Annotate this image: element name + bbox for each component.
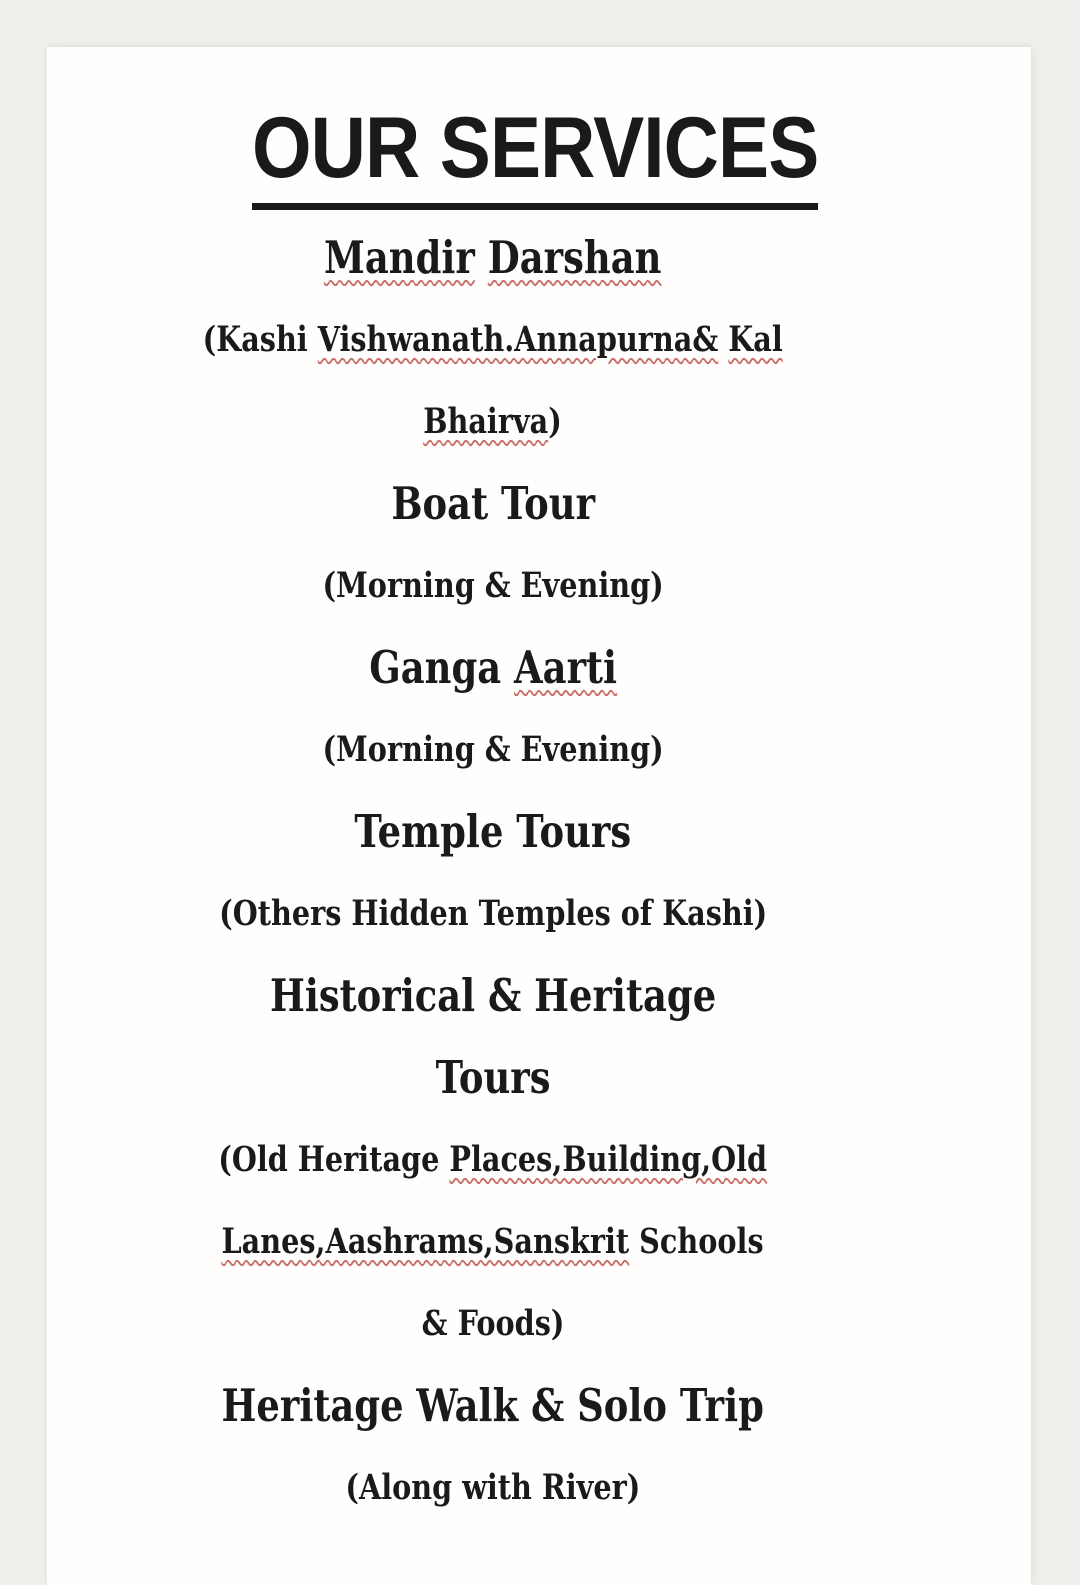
line-text bbox=[324, 231, 661, 284]
misspelled-word: Darshan bbox=[488, 230, 662, 284]
service-detail bbox=[47, 544, 939, 626]
text-segment: ) bbox=[548, 400, 563, 442]
text-segment bbox=[475, 231, 488, 284]
line-text bbox=[355, 805, 632, 858]
text-segment: Tours bbox=[435, 1050, 551, 1104]
service-name bbox=[47, 1364, 939, 1446]
text-segment: Ganga bbox=[369, 640, 514, 694]
text-segment: (Morning & Evening) bbox=[322, 728, 664, 770]
service-name bbox=[47, 1036, 939, 1118]
service-name bbox=[47, 216, 939, 298]
misspelled-word: Mandir bbox=[324, 230, 476, 284]
text-segment bbox=[719, 319, 729, 360]
misspelled-word: Bhairva bbox=[423, 400, 549, 442]
service-detail bbox=[47, 708, 939, 790]
line-text bbox=[369, 641, 617, 694]
service-detail bbox=[47, 1446, 939, 1528]
line-text bbox=[322, 729, 663, 770]
text-segment: Schools bbox=[629, 1220, 765, 1262]
line-text bbox=[391, 477, 595, 530]
text-segment: & Foods) bbox=[421, 1302, 565, 1344]
text-segment: Temple Tours bbox=[354, 804, 632, 858]
document-page bbox=[47, 47, 1031, 1585]
service-name bbox=[47, 954, 939, 1036]
text-segment: (Morning & Evening) bbox=[322, 564, 664, 606]
line-text bbox=[270, 969, 716, 1022]
text-segment: (Kashi bbox=[202, 318, 318, 360]
text-segment: Historical & Heritage bbox=[269, 968, 717, 1022]
text-segment: Heritage Walk & Solo Trip bbox=[221, 1378, 765, 1432]
line-text bbox=[322, 565, 663, 606]
service-name bbox=[47, 790, 939, 872]
line-text bbox=[346, 1467, 641, 1508]
service-detail bbox=[47, 1118, 939, 1200]
misspelled-word: Places,Building,Old bbox=[449, 1138, 768, 1180]
service-detail bbox=[47, 1282, 939, 1364]
misspelled-word: Aarti bbox=[513, 640, 617, 694]
service-detail bbox=[47, 1200, 939, 1282]
service-name bbox=[47, 626, 939, 708]
text-segment: (Others Hidden Temples of Kashi) bbox=[218, 892, 768, 934]
title-block bbox=[47, 47, 1031, 210]
service-name bbox=[47, 462, 939, 544]
line-text bbox=[219, 893, 767, 934]
line-text bbox=[424, 401, 563, 442]
line-text bbox=[203, 319, 783, 360]
line-text bbox=[222, 1379, 764, 1432]
line-text bbox=[422, 1303, 565, 1344]
service-detail bbox=[47, 872, 939, 954]
text-segment: (Along with River) bbox=[345, 1466, 641, 1508]
text-segment: Boat Tour bbox=[391, 476, 595, 530]
services-list bbox=[47, 216, 1031, 1528]
line-text bbox=[222, 1221, 764, 1262]
text-segment: (Old Heritage bbox=[218, 1138, 450, 1180]
misspelled-word: Lanes,Aashrams,Sanskrit bbox=[221, 1220, 630, 1262]
misspelled-word: Kal bbox=[728, 318, 784, 360]
misspelled-word: Vishwanath.Annapurna& bbox=[317, 318, 719, 360]
service-detail bbox=[47, 298, 939, 380]
service-detail bbox=[47, 380, 939, 462]
line-text bbox=[219, 1139, 768, 1180]
line-text bbox=[436, 1051, 551, 1104]
page-title: OUR SERVICES bbox=[252, 105, 818, 210]
